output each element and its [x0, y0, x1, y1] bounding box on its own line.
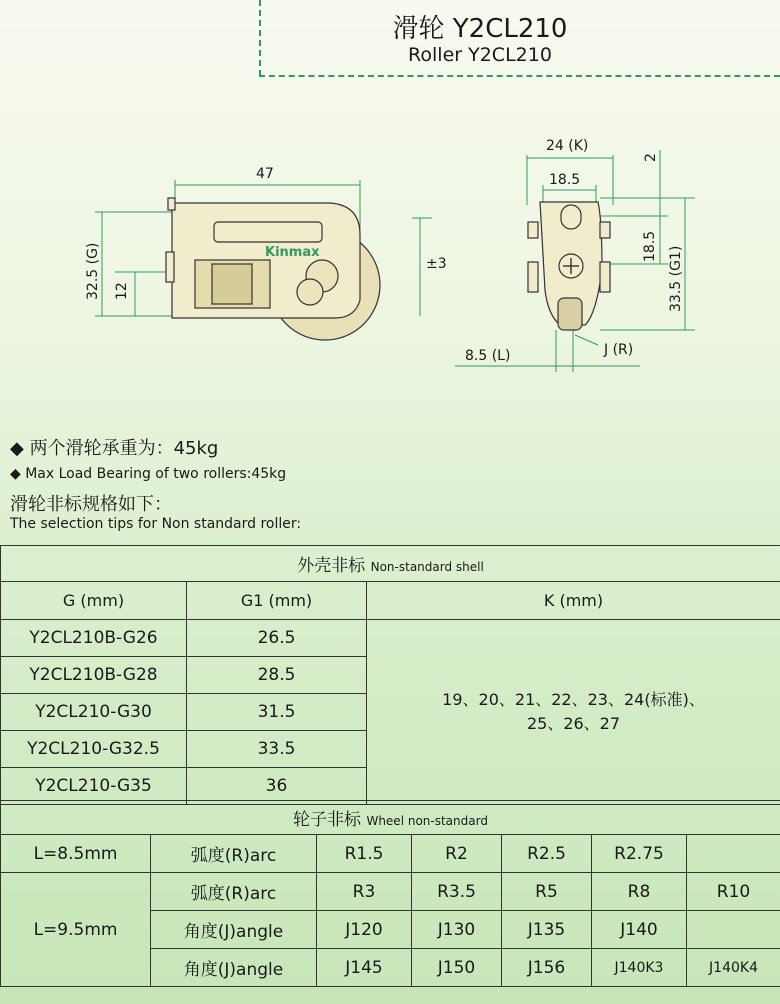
cell-model: Y2CL210B-G26 [1, 620, 187, 657]
cell-value: R3.5 [412, 873, 502, 911]
cell-g1: 26.5 [187, 620, 367, 657]
dim-j-r: J (R) [604, 342, 634, 358]
cell-value [687, 835, 780, 873]
cell-model: Y2CL210B-G28 [1, 657, 187, 694]
shell-table-header [1, 582, 780, 620]
dim-8-5-l: 8.5 (L) [465, 348, 511, 364]
table-row [1, 873, 780, 911]
load-spec-en: ◆ Max Load Bearing of two rollers:45kg [10, 466, 287, 482]
cell-value: J135 [502, 911, 592, 949]
cell-l95: L=9.5mm [1, 873, 151, 987]
shell-table-title: 外壳非标 Non-standard shell [1, 546, 780, 582]
title-en: Roller Y2CL210 [408, 44, 552, 66]
shell-table [0, 545, 780, 805]
load-cn-text: 两个滑轮承重为：45kg [29, 438, 219, 459]
shell-table-title-row [1, 546, 780, 582]
cell-value: J140K4 [687, 949, 780, 987]
cell-value: J145 [317, 949, 412, 987]
load-en-text: Max Load Bearing of two rollers:45kg [25, 466, 287, 482]
cell-model: Y2CL210-G30 [1, 694, 187, 731]
selection-tips-cn: 滑轮非标规格如下： [10, 494, 172, 515]
cell-value: R5 [502, 873, 592, 911]
dim-32-5-g: 32.5 (G) [85, 242, 101, 300]
dim-12: 12 [114, 282, 130, 300]
cell-value: R1.5 [317, 835, 412, 873]
cell-value: R8 [592, 873, 687, 911]
cell-value: R3 [317, 873, 412, 911]
header-k: K (mm) [367, 582, 780, 620]
wheel-table [0, 800, 780, 987]
dim-33-5-g1: 33.5 (G1) [668, 245, 684, 312]
table-row [1, 835, 780, 873]
selection-tips-en: The selection tips for Non standard roller: [10, 516, 302, 532]
wheel-table-title-row [1, 801, 780, 835]
cell-value: J140 [592, 911, 687, 949]
cell-arc-label: 弧度(R)arc [151, 873, 317, 911]
cell-k-values [367, 620, 780, 805]
cell-model: Y2CL210-G35 [1, 768, 187, 805]
cell-g1: 28.5 [187, 657, 367, 694]
title-block [0, 0, 780, 80]
cell-angle-label: 角度(J)angle [151, 911, 317, 949]
cell-value: J130 [412, 911, 502, 949]
logo-kinmax: Kinmax [265, 245, 320, 260]
dim-24-k: 24 (K) [546, 138, 589, 154]
title-cn: 滑轮 Y2CL210 [392, 14, 568, 44]
header-g: G (mm) [1, 582, 187, 620]
cell-value: R10 [687, 873, 780, 911]
k-line-2: 25、26、27 [526, 714, 621, 733]
cell-g1: 36 [187, 768, 367, 805]
load-spec-cn: ◆ 两个滑轮承重为：45kg [10, 438, 219, 459]
cell-g1: 33.5 [187, 731, 367, 768]
header-g1: G1 (mm) [187, 582, 367, 620]
dim-tolerance: ±3 [426, 256, 447, 272]
wheel-table-title: 轮子非标 Wheel non-standard [1, 801, 780, 835]
cell-value: J140K3 [592, 949, 687, 987]
cell-l85: L=8.5mm [1, 835, 151, 873]
k-line-1: 19、20、21、22、23、24(标准)、 [442, 690, 705, 709]
dim-47: 47 [256, 166, 274, 182]
dim-2: 2 [643, 153, 659, 162]
technical-drawing [0, 120, 780, 390]
dim-18-5-mid: 18.5 [642, 230, 658, 262]
cell-value [687, 911, 780, 949]
cell-model: Y2CL210-G32.5 [1, 731, 187, 768]
cell-value: R2.5 [502, 835, 592, 873]
table-row [1, 620, 780, 657]
cell-angle-label: 角度(J)angle [151, 949, 317, 987]
cell-value: R2 [412, 835, 502, 873]
cell-value: J156 [502, 949, 592, 987]
cell-g1: 31.5 [187, 694, 367, 731]
cell-arc-label: 弧度(R)arc [151, 835, 317, 873]
cell-value: J150 [412, 949, 502, 987]
dim-18-5-top: 18.5 [549, 172, 581, 188]
cell-value: R2.75 [592, 835, 687, 873]
cell-value: J120 [317, 911, 412, 949]
